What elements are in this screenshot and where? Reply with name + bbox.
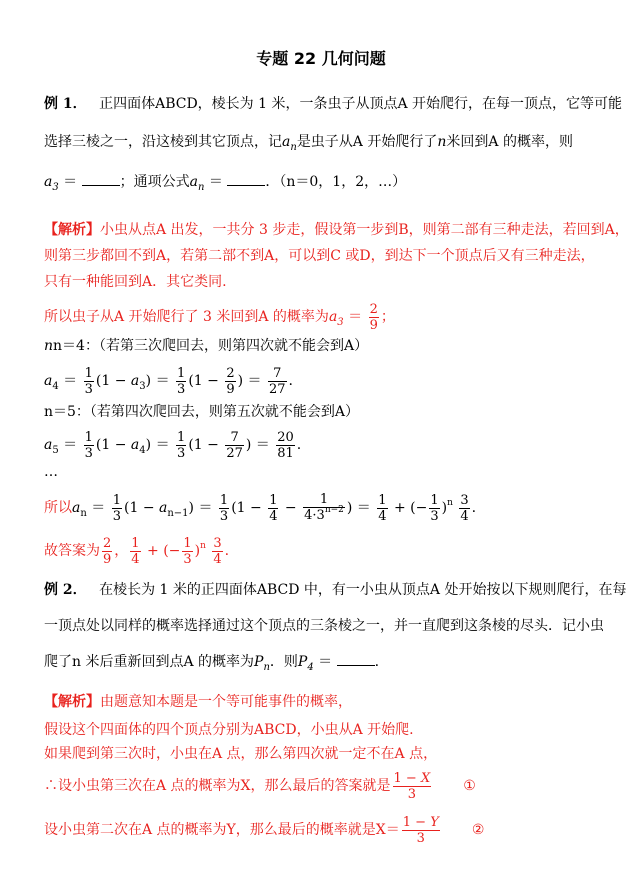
- n-symbol: n: [437, 134, 447, 150]
- ellipsis: …: [44, 464, 58, 480]
- example-1-text-3b: ．（n＝0，1，2，…）: [265, 174, 407, 190]
- solution-1-line-4: 所以虫子从A 开始爬行了 3 米回到A 的概率为$a_3$ ＝ $\frac{2}{9}$ ；: [44, 301, 395, 333]
- example-2-text-3a: 爬了n 米后重新回到点A 的概率为: [44, 654, 255, 670]
- example-2-label: 例 2．: [44, 582, 87, 598]
- answer-blank-3[interactable]: [337, 653, 375, 666]
- example-2-line-3: 爬了n 米后重新回到点A 的概率为$P_n$．则$P_4$ ＝ .: [44, 654, 380, 673]
- example-2-text-3b: ．则: [269, 654, 298, 670]
- so-text: 所以: [44, 500, 72, 516]
- example-1-text-2a: 选择三棱之一，沿这棱到其它顶点，记: [44, 134, 282, 150]
- answer-line: 故答案为 $\frac{2}{9}$ ， $\frac{1}{4}$ + (− $\frac{1}{3}$ )$^n$ $\frac{3}{4}$ .: [44, 535, 230, 567]
- n5-note: [44, 402, 359, 422]
- example-1-text-2c: 米回到A 的概率，则: [446, 134, 573, 150]
- n5-note-text: n＝5：（若第四次爬回去，则第五次就不能会到A）: [44, 404, 360, 420]
- formula-a5: $a_5$ ＝ $\frac{1}{3}$ $(1 - a_4)$ ＝ $\frac{1}{3}$ (1 − $\frac{7}{27}$ ) ＝ $\frac{20}{81}$ .: [44, 429, 302, 461]
- n4-note: nn＝4：（若第三次爬回去，则第四次就不能会到A）: [44, 338, 369, 354]
- answer-text: 故答案为: [44, 543, 100, 559]
- example-2-line-1: [44, 580, 627, 600]
- example-1-line-3: $a_3$ ＝ ；通项公式$a_n$ ＝ ．（n＝0，1，2，…）: [44, 174, 407, 193]
- an-symbol-2: $a_n$: [189, 174, 205, 193]
- example-1-text-3a: ；通项公式: [119, 174, 190, 190]
- solution-2-line-2: 假设这个四面体的四个顶点分别为ABCD，小虫从A 开始爬.: [44, 722, 414, 738]
- formula-an: 所以$a_n$ ＝ $\frac{1}{3}$ $(1 - a_{n-1})$ ＝ $\frac{1}{3}$ (1 − $\frac{1}{4}$ − $\frac{1}{4\cdot 3^{n-2}}$ ) ＝ $\frac{1}{4}$ + (− $\frac{1}{3}$ )$^n$ $\frac{3}{4}$ .: [44, 491, 477, 524]
- solution-1-line-3: 只有一种能回到A．其它类同.: [44, 274, 227, 290]
- solution-2-text-4: ∴设小虫第三次在A 点的概率为X，那么最后的答案就是: [44, 778, 391, 794]
- example-1-line-2: [44, 132, 573, 154]
- solution-2-line-1: [44, 692, 352, 712]
- answer-blank-2[interactable]: [227, 173, 265, 186]
- mark-1: ①: [463, 778, 476, 794]
- formula-a4: $a_4$ ＝ $\frac{1}{3}$ $(1 - a_3)$ ＝ $\frac{1}{3}$ (1 − $\frac{2}{9}$ ) ＝ $\frac{7}{27}$ .: [44, 365, 293, 397]
- example-1-label: 例 1．: [44, 96, 87, 112]
- example-1-text-2b: 是虫子从A 开始爬行了: [296, 134, 438, 150]
- solution-1-tag: 【解析】: [44, 222, 100, 238]
- a-n-symbol: $a_n$: [282, 134, 297, 153]
- a3-symbol: $a_3$: [44, 174, 59, 193]
- example-2-line-2: 一顶点处以同样的概率选择通过这个顶点的三条棱之一，并一直爬到这条棱的尽头．记小虫: [44, 618, 604, 634]
- example-2-text-1: 在棱长为 1 米的正四面体ABCD 中，有一小虫从顶点A 处开始按以下规则爬行，在每: [99, 582, 627, 598]
- example-1-text-1: 正四面体ABCD，棱长为 1 米，一条虫子从顶点A 开始爬行，在每一顶点，它等可能: [99, 96, 623, 112]
- solution-1-line-2: 则第三步都回不到A，若第二部不到A，可以到C 或D，到达下一个顶点后又有三种走法，: [44, 248, 595, 264]
- answer-blank-1[interactable]: [82, 173, 120, 186]
- solution-1-text-1: 小虫从点A 出发，一共分 3 步走，假设第一步到B，则第二部有三种走法，若回到A，: [100, 222, 629, 238]
- solution-2-text-1: 由题意知本题是一个等可能事件的概率，: [100, 694, 352, 710]
- solution-1-line-1: [44, 220, 629, 240]
- n4-note-text: n＝4：（若第三次爬回去，则第四次就不能会到A）: [53, 338, 369, 354]
- solution-2-line-4: ∴设小虫第三次在A 点的概率为X，那么最后的答案就是 $\frac{1 - X}{3}$ ①: [44, 768, 476, 804]
- page-title: 专题 22 几何问题: [256, 49, 386, 68]
- solution-2-text-5: 设小虫第二次在A 点的概率为Y，那么最后的概率就是X＝: [44, 822, 400, 838]
- example-1-line-1: [44, 94, 622, 114]
- solution-1-text-4: 所以虫子从A 开始爬行了 3 米回到A 的概率为: [44, 309, 329, 325]
- solution-2-tag: 【解析】: [44, 694, 100, 710]
- solution-2-line-3: 如果爬到第三次时，小虫在A 点，那么第四次就一定不在A 点，: [44, 746, 438, 762]
- mark-2: ②: [471, 822, 485, 838]
- solution-2-line-5: 设小虫第二次在A 点的概率为Y，那么最后的概率就是X＝ $\frac{1 - Y}{3}$ ②: [44, 812, 484, 848]
